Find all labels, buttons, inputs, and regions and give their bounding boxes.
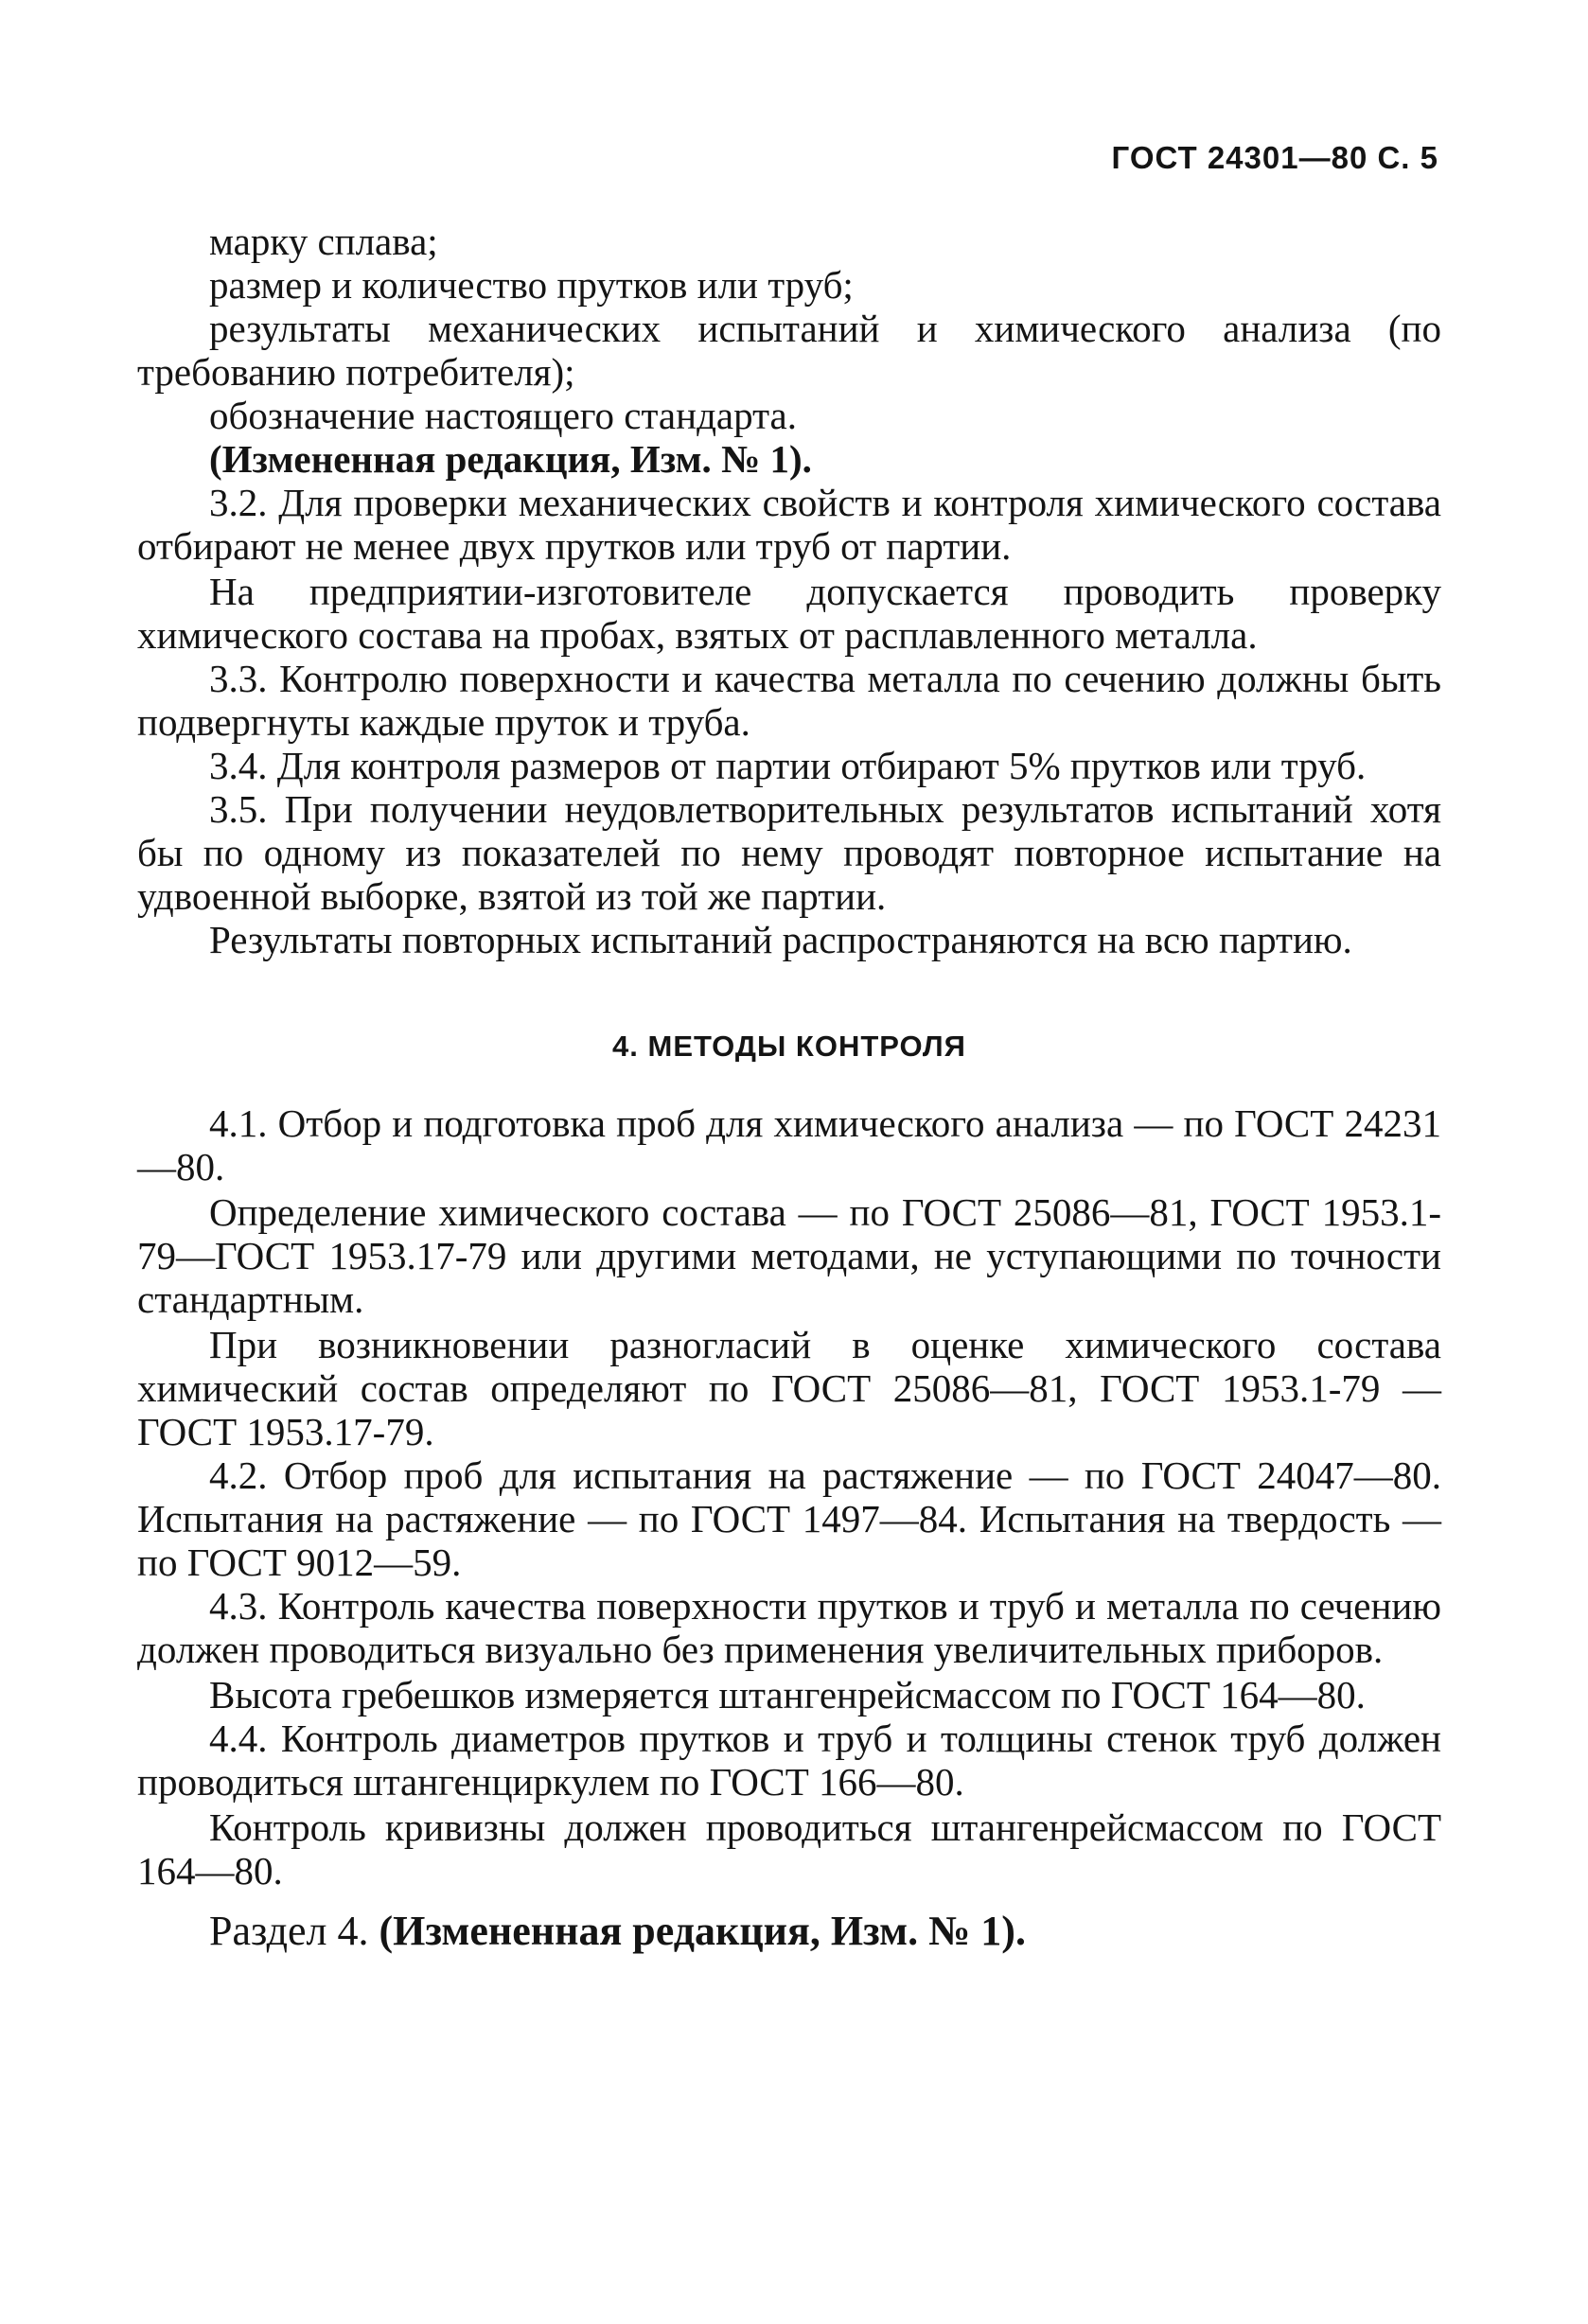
amendment-note: (Измененная редакция, Изм. № 1). <box>209 437 812 481</box>
section-4-title: 4. МЕТОДЫ КОНТРОЛЯ <box>612 1030 966 1063</box>
paragraph-test-results: результаты механических испытаний и химического анализа (по требованию потребителя); <box>137 307 1441 394</box>
paragraph-standard-designation: обозначение настоящего стандарта. <box>209 394 797 437</box>
page-header: ГОСТ 24301—80 С. 5 <box>1111 140 1438 175</box>
document-body <box>137 220 1441 1953</box>
section-4-amendment-bold: (Измененная редакция, Изм. № 1). <box>379 1908 1026 1954</box>
section-4-amendment-note <box>137 1910 1441 1953</box>
section-4-amendment-prefix: Раздел 4. <box>209 1908 369 1954</box>
clause-4-1-continued: Определение химического состава — по ГОСТ 25086—81, ГОСТ 1953.1-79—ГОСТ 1953.17-79 или другими методами, не уступающими по точности стандартным. <box>137 1190 1441 1321</box>
clause-4-4: 4.4. Контроль диаметров прутков и труб и толщины стенок труб должен проводиться штангенциркулем по ГОСТ 166—80. <box>137 1717 1441 1804</box>
clause-4-2: 4.2. Отбор проб для испытания на растяжение — по ГОСТ 24047—80. Испытания на растяжение — по ГОСТ 1497—84. Испытания на твердость — по ГОСТ 9012—59. <box>137 1453 1441 1584</box>
paragraph-size-quantity: размер и количество прутков или труб; <box>209 263 854 307</box>
clause-4-4-continued: Контроль кривизны должен проводиться штангенрейсмассом по ГОСТ 164—80. <box>137 1805 1441 1893</box>
clause-3-2-continued: На предприятии-изготовителе допускается проводить проверку химического состава на пробах, взятых от расплавленного металла. <box>137 570 1441 657</box>
clause-4-3-continued: Высота гребешков измеряется штангенрейсмассом по ГОСТ 164—80. <box>209 1673 1366 1717</box>
clause-3-4: 3.4. Для контроля размеров от партии отбирают 5% прутков или труб. <box>209 744 1367 787</box>
paragraph-alloy-grade: марку сплава; <box>209 220 438 263</box>
clause-3-5-continued: Результаты повторных испытаний распространяются на всю партию. <box>209 918 1352 961</box>
clause-4-1: 4.1. Отбор и подготовка проб для химического анализа — по ГОСТ 24231—80. <box>137 1101 1441 1188</box>
clause-3-5: 3.5. При получении неудовлетворительных результатов испытаний хотя бы по одному из показателей по нему проводят повторное испытание на удвоенной выборке, взятой из той же партии. <box>137 787 1441 918</box>
clause-4-1-disputes: При возникновении разногласий в оценке химического состава химический состав определяют по ГОСТ 25086—81, ГОСТ 1953.1-79 — ГОСТ 1953.17-79. <box>137 1323 1441 1453</box>
clause-3-2: 3.2. Для проверки механических свойств и контроля химического состава отбирают не менее двух прутков или труб от партии. <box>137 481 1441 568</box>
clause-4-3: 4.3. Контроль качества поверхности прутков и труб и металла по сечению должен проводиться визуально без применения увеличительных приборов. <box>137 1584 1441 1671</box>
clause-3-3: 3.3. Контролю поверхности и качества металла по сечению должны быть подвергнуты каждые пруток и труба. <box>137 657 1441 744</box>
